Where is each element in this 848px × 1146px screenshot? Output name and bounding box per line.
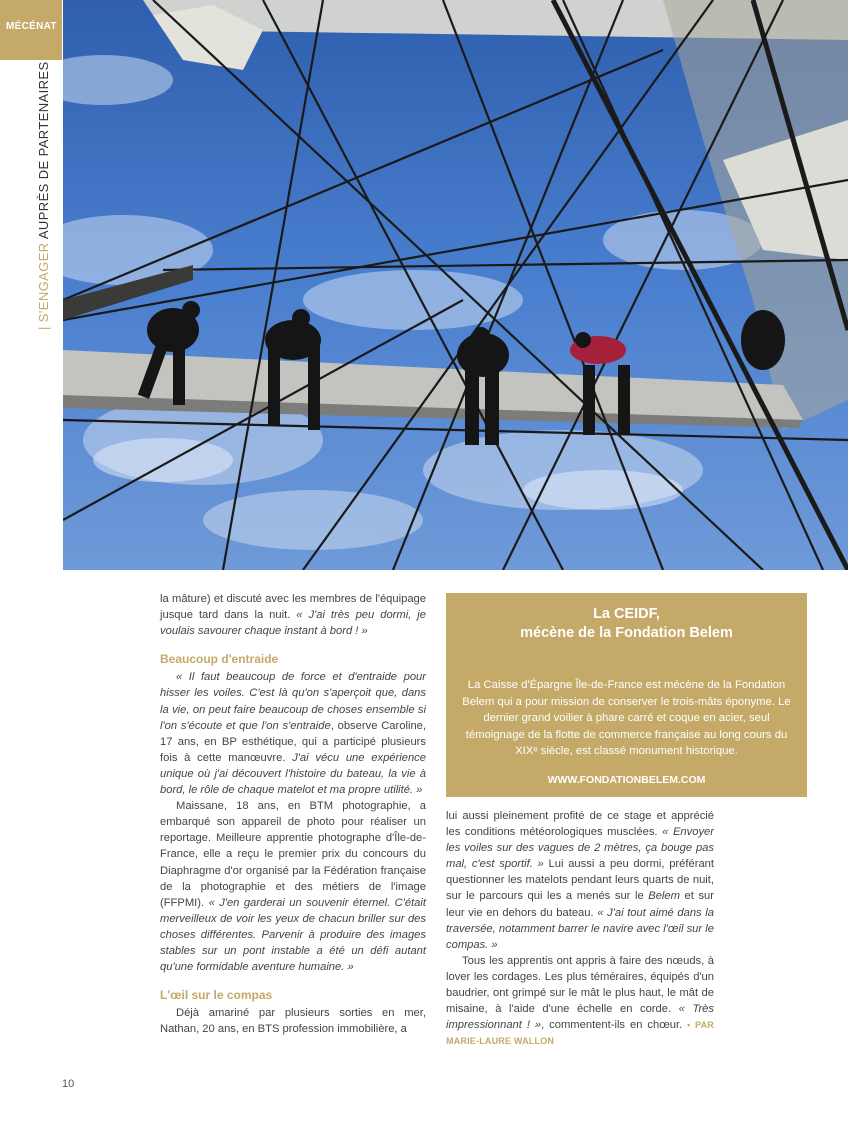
paragraph (160, 669, 426, 798)
side-title-rest: AUPRÈS DE PARTENAIRES (36, 57, 51, 243)
side-title-bold: S'ENGAGER (36, 242, 51, 323)
text-column-right (446, 808, 714, 1049)
quote: « J'ai très peu dormi, je voulais savourer chaque instant à bord ! » (160, 609, 426, 638)
text-run: lui aussi pleinement profité de ce stage et apprécié les conditions météorologiques musclées. (446, 810, 714, 839)
text-run: , commentent-ils en chœur. (541, 1019, 688, 1032)
quote: « Très impressionnant ! » (446, 1003, 714, 1032)
paragraph (446, 953, 714, 1050)
page-number: 10 (62, 1078, 75, 1090)
quote: « J'ai tout aimé dans la traversée, notamment barrer le navire avec l'œil sur le compas. » (446, 906, 715, 951)
subheading-compas: L'œil sur le compas (160, 988, 273, 1003)
side-title-close: | (36, 53, 51, 58)
box-title-line1: La CEIDF, (593, 606, 660, 622)
box-title-line2: mécène de la Fondation Belem (520, 625, 733, 641)
box-body: La Caisse d'Épargne Île-de-France est mécène de la Fondation Belem qui a pour mission de conserver le trois-mâts éponyme. Le dernier grand voilier à phare carré et coque en acier, seul témoignage de la flotte de commerce française au long cours du XIXᵉ siècle, est classé monument historique. (462, 679, 791, 757)
text-run: Maissane, 18 ans, en BTM photographie, a embarqué son appareil de photo pour réaliser un reportage. Meilleure apprentie photographe d'Île-de-France, elle a reçu le premier prix du concours du Diaphragme d'or organisé par la Fédération française de la photographie et des métiers de l'image (FFPMI). (160, 800, 426, 909)
text-run: Tous les apprentis ont appris à faire des nœuds, à lover les cordages. Les plus téméraires, équipés d'un baudrier, ont grimpé sur le mât le plus haut, le mât de misaine, à l'aide d'une échelle en corde. (446, 954, 714, 1016)
text-run: et sur leur vie en dehors du bateau. (446, 890, 714, 919)
sponsor-box (446, 593, 807, 797)
author-signature: • PAR MARIE-LAURE WALLON (446, 1020, 714, 1047)
paragraph: Déjà amariné par plusieurs sorties en mer, Nathan, 20 ans, en BTS profession immobilière, a (160, 1007, 426, 1036)
side-title-open: | (36, 322, 51, 330)
paragraph (160, 798, 426, 975)
text-run: , observe Caroline, 17 ans, en BP esthétique, qui a participé plusieurs fois à cette manœuvre. (160, 719, 426, 764)
paragraph (160, 591, 426, 639)
quote: « Il faut beaucoup de force et d'entraide pour hisser les voiles. C'est là qu'on s'aperçoit que, dans la vie, on peut faire beaucoup de choses ensemble si l'on s'écoute et que l'on s'entraide (160, 671, 426, 732)
paragraph (446, 808, 714, 953)
text-run: la mâture) et discuté avec les membres de l'équipage jusque tard dans la nuit. (160, 593, 426, 622)
quote: « Envoyer les voiles sur des vagues de 2 mètres, ça bouge pas mal, c'est sportif. » (446, 826, 714, 871)
text-column-left (160, 591, 426, 1037)
ship-name: Belem (648, 890, 680, 903)
text-run: Lui aussi a peu dormi, préférant questionner les matelots pendant leurs quarts de nuit, sur le parcours qui les a menés sur le (446, 858, 714, 903)
subheading-entraide: Beaucoup d'entraide (160, 652, 279, 667)
quote: « J'en garderai un souvenir éternel. C'était merveilleux de voir les yeux de chacun briller sur des choses différentes. Parvenir à produire des images stables sur un pont instable a été un défi autant qu'une formidable aventure humaine. » (160, 896, 427, 974)
section-tag: MÉCÉNAT (0, 0, 62, 60)
side-title (36, 54, 51, 330)
box-url-link[interactable]: WWW.FONDATIONBELEM.COM (547, 773, 706, 786)
hero-photo (63, 0, 848, 570)
quote: J'ai vécu une expérience unique où j'ai découvert l'histoire du bateau, la vie à bord, le rôle de chaque matelot et ma propre utilité. » (160, 751, 427, 797)
